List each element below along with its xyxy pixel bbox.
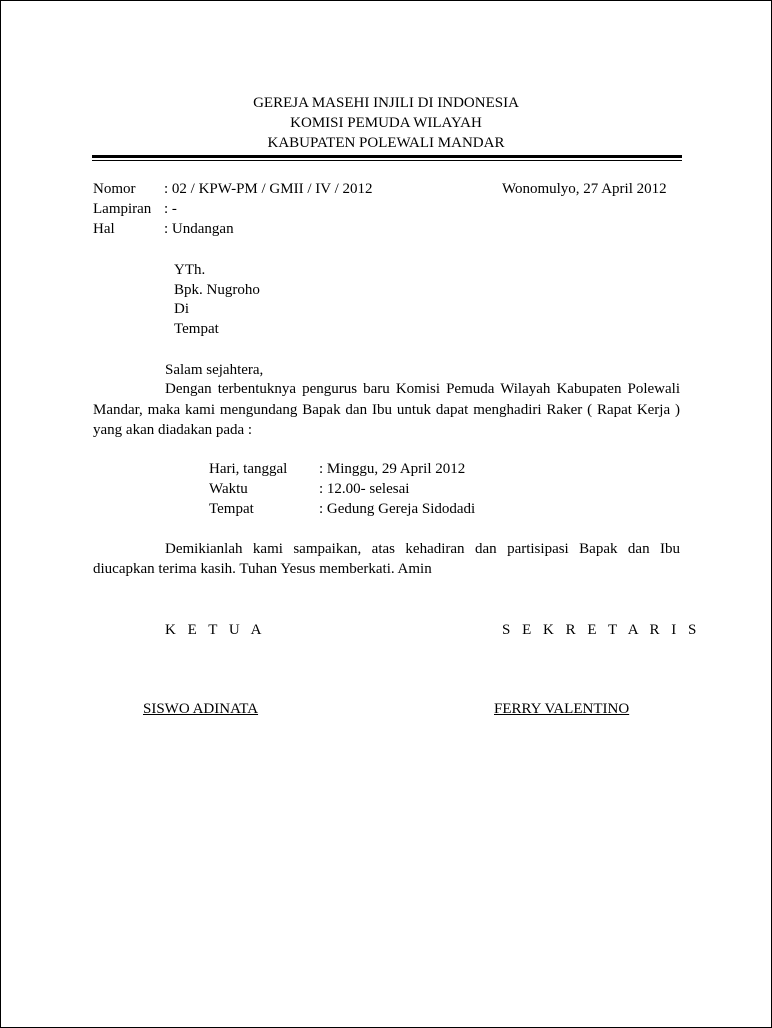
- nomor-label: Nomor: [93, 181, 136, 197]
- paragraph-line-2: Mandar, maka kami mengundang Bapak dan Ibu untuk dapat menghadiri Raker ( Rapat Kerja ): [93, 402, 680, 418]
- detail-value-place: : Gedung Gereja Sidodadi: [319, 501, 476, 517]
- paragraph-line-1: Dengan terbentuknya pengurus baru Komisi Pemuda Wilayah Kabupaten Polewali: [165, 381, 680, 397]
- hal-value: : Undangan: [164, 221, 234, 237]
- place-date: Wonomulyo, 27 April 2012: [502, 181, 667, 197]
- detail-value-date: : Minggu, 29 April 2012: [319, 461, 466, 477]
- lampiran-label: Lampiran: [93, 201, 152, 217]
- signature-name-right: FERRY VALENTINO: [494, 701, 630, 717]
- hal-label: Hal: [93, 221, 115, 237]
- signature-name-left: SISWO ADINATA: [143, 701, 259, 717]
- header-divider-thick: [92, 155, 682, 158]
- nomor-value: : 02 / KPW-PM / GMII / IV / 2012: [164, 181, 373, 197]
- detail-label-place: Tempat: [209, 501, 254, 517]
- paragraph-line-3: yang akan diadakan pada :: [93, 422, 253, 438]
- addressee-line-4: Tempat: [174, 321, 219, 337]
- signature-title-right: S E K R E T A R I S: [502, 622, 701, 638]
- header-line-3: KABUPATEN POLEWALI MANDAR: [267, 135, 505, 151]
- header-divider-thin: [92, 160, 682, 161]
- greeting: Salam sejahtera,: [165, 362, 264, 378]
- closing-line-1: Demikianlah kami sampaikan, atas kehadiran dan partisipasi Bapak dan Ibu: [165, 541, 680, 557]
- signature-title-left: K E T U A: [165, 622, 266, 638]
- header-line-2: KOMISI PEMUDA WILAYAH: [290, 115, 482, 131]
- detail-value-time: : 12.00- selesai: [319, 481, 410, 497]
- closing-line-2: diucapkan terima kasih. Tuhan Yesus memberkati. Amin: [93, 561, 432, 577]
- detail-label-time: Waktu: [209, 481, 248, 497]
- detail-label-date: Hari, tanggal: [209, 461, 288, 477]
- lampiran-value: : -: [164, 201, 177, 217]
- header-line-1: GEREJA MASEHI INJILI DI INDONESIA: [253, 95, 519, 111]
- addressee-line-1: YTh.: [174, 262, 206, 278]
- addressee-line-2: Bpk. Nugroho: [174, 282, 260, 298]
- addressee-line-3: Di: [174, 301, 189, 317]
